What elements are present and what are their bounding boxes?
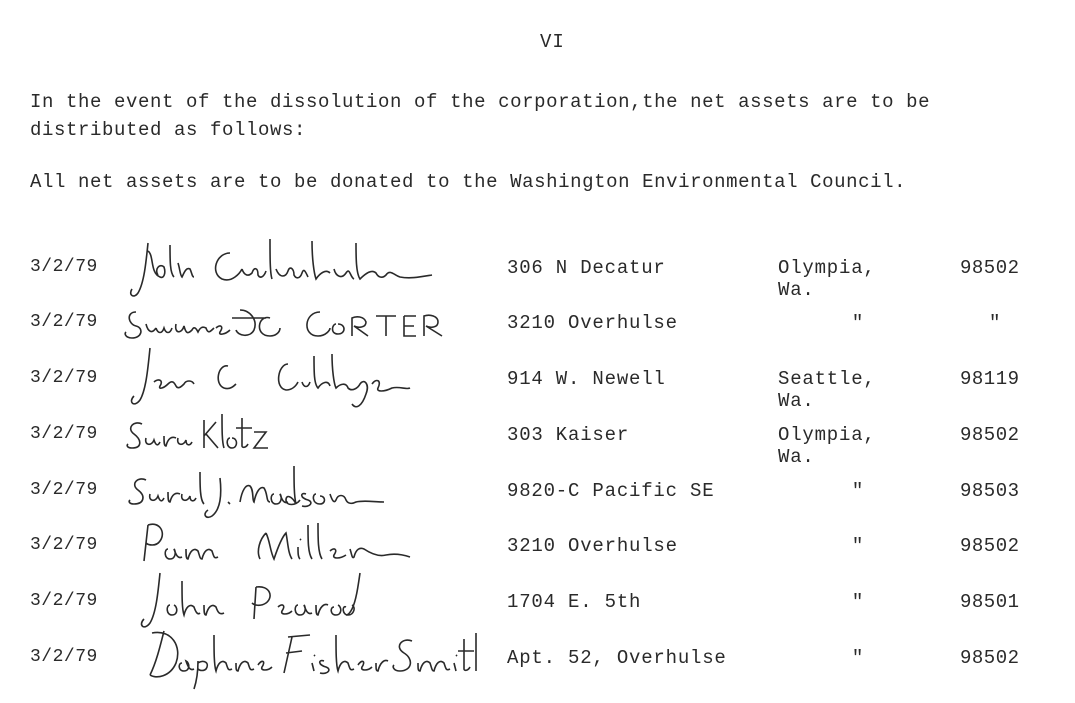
- signature-date: 3/2/79: [30, 368, 98, 388]
- handwritten-signature: [120, 400, 480, 460]
- street-address: 1704 E. 5th: [507, 591, 642, 613]
- handwritten-signature: [120, 456, 480, 516]
- zip-code: 98502: [960, 535, 1020, 557]
- street-address: 914 W. Newell: [507, 368, 666, 390]
- city-state: Seattle, Wa.: [778, 368, 876, 412]
- handwritten-signature: [120, 233, 480, 293]
- signature-date: 3/2/79: [30, 257, 98, 277]
- zip-code: 98503: [960, 480, 1020, 502]
- street-address: Apt. 52, Overhulse: [507, 647, 727, 669]
- handwritten-signature: [120, 288, 480, 348]
- signature-date: 3/2/79: [30, 647, 98, 667]
- handwritten-signature: [120, 344, 480, 404]
- city-state: ": [851, 591, 865, 613]
- paragraph-line-2: distributed as follows:: [30, 119, 307, 141]
- street-address: 9820-C Pacific SE: [507, 480, 715, 502]
- city-state: ": [851, 480, 865, 502]
- section-heading: VI: [540, 31, 565, 53]
- city-state: ": [851, 312, 865, 334]
- street-address: 303 Kaiser: [507, 424, 630, 446]
- donation-statement: All net assets are to be donated to the Washington Environmental Council.: [30, 171, 907, 193]
- signature-date: 3/2/79: [30, 535, 98, 555]
- zip-code: ": [989, 312, 1001, 334]
- city-state: Olympia, Wa.: [778, 424, 876, 468]
- handwritten-signature: [120, 511, 480, 571]
- signature-date: 3/2/79: [30, 312, 98, 332]
- zip-code: 98502: [960, 647, 1020, 669]
- city-state: ": [851, 647, 865, 669]
- zip-code: 98119: [960, 368, 1020, 390]
- street-address: 3210 Overhulse: [507, 312, 678, 334]
- signature-date: 3/2/79: [30, 424, 98, 444]
- paragraph-line-1: In the event of the dissolution of the corporation,the net assets are to be: [30, 91, 931, 113]
- zip-code: 98502: [960, 424, 1020, 446]
- signature-date: 3/2/79: [30, 591, 98, 611]
- city-state: Olympia, Wa.: [778, 257, 876, 301]
- city-state: ": [851, 535, 865, 557]
- street-address: 3210 Overhulse: [507, 535, 678, 557]
- street-address: 306 N Decatur: [507, 257, 666, 279]
- zip-code: 98501: [960, 591, 1020, 613]
- handwritten-signature: [120, 623, 480, 683]
- signature-date: 3/2/79: [30, 480, 98, 500]
- dissolution-paragraph: [30, 88, 1075, 144]
- handwritten-signature: [120, 567, 480, 627]
- signer-row: [0, 647, 1075, 703]
- zip-code: 98502: [960, 257, 1020, 279]
